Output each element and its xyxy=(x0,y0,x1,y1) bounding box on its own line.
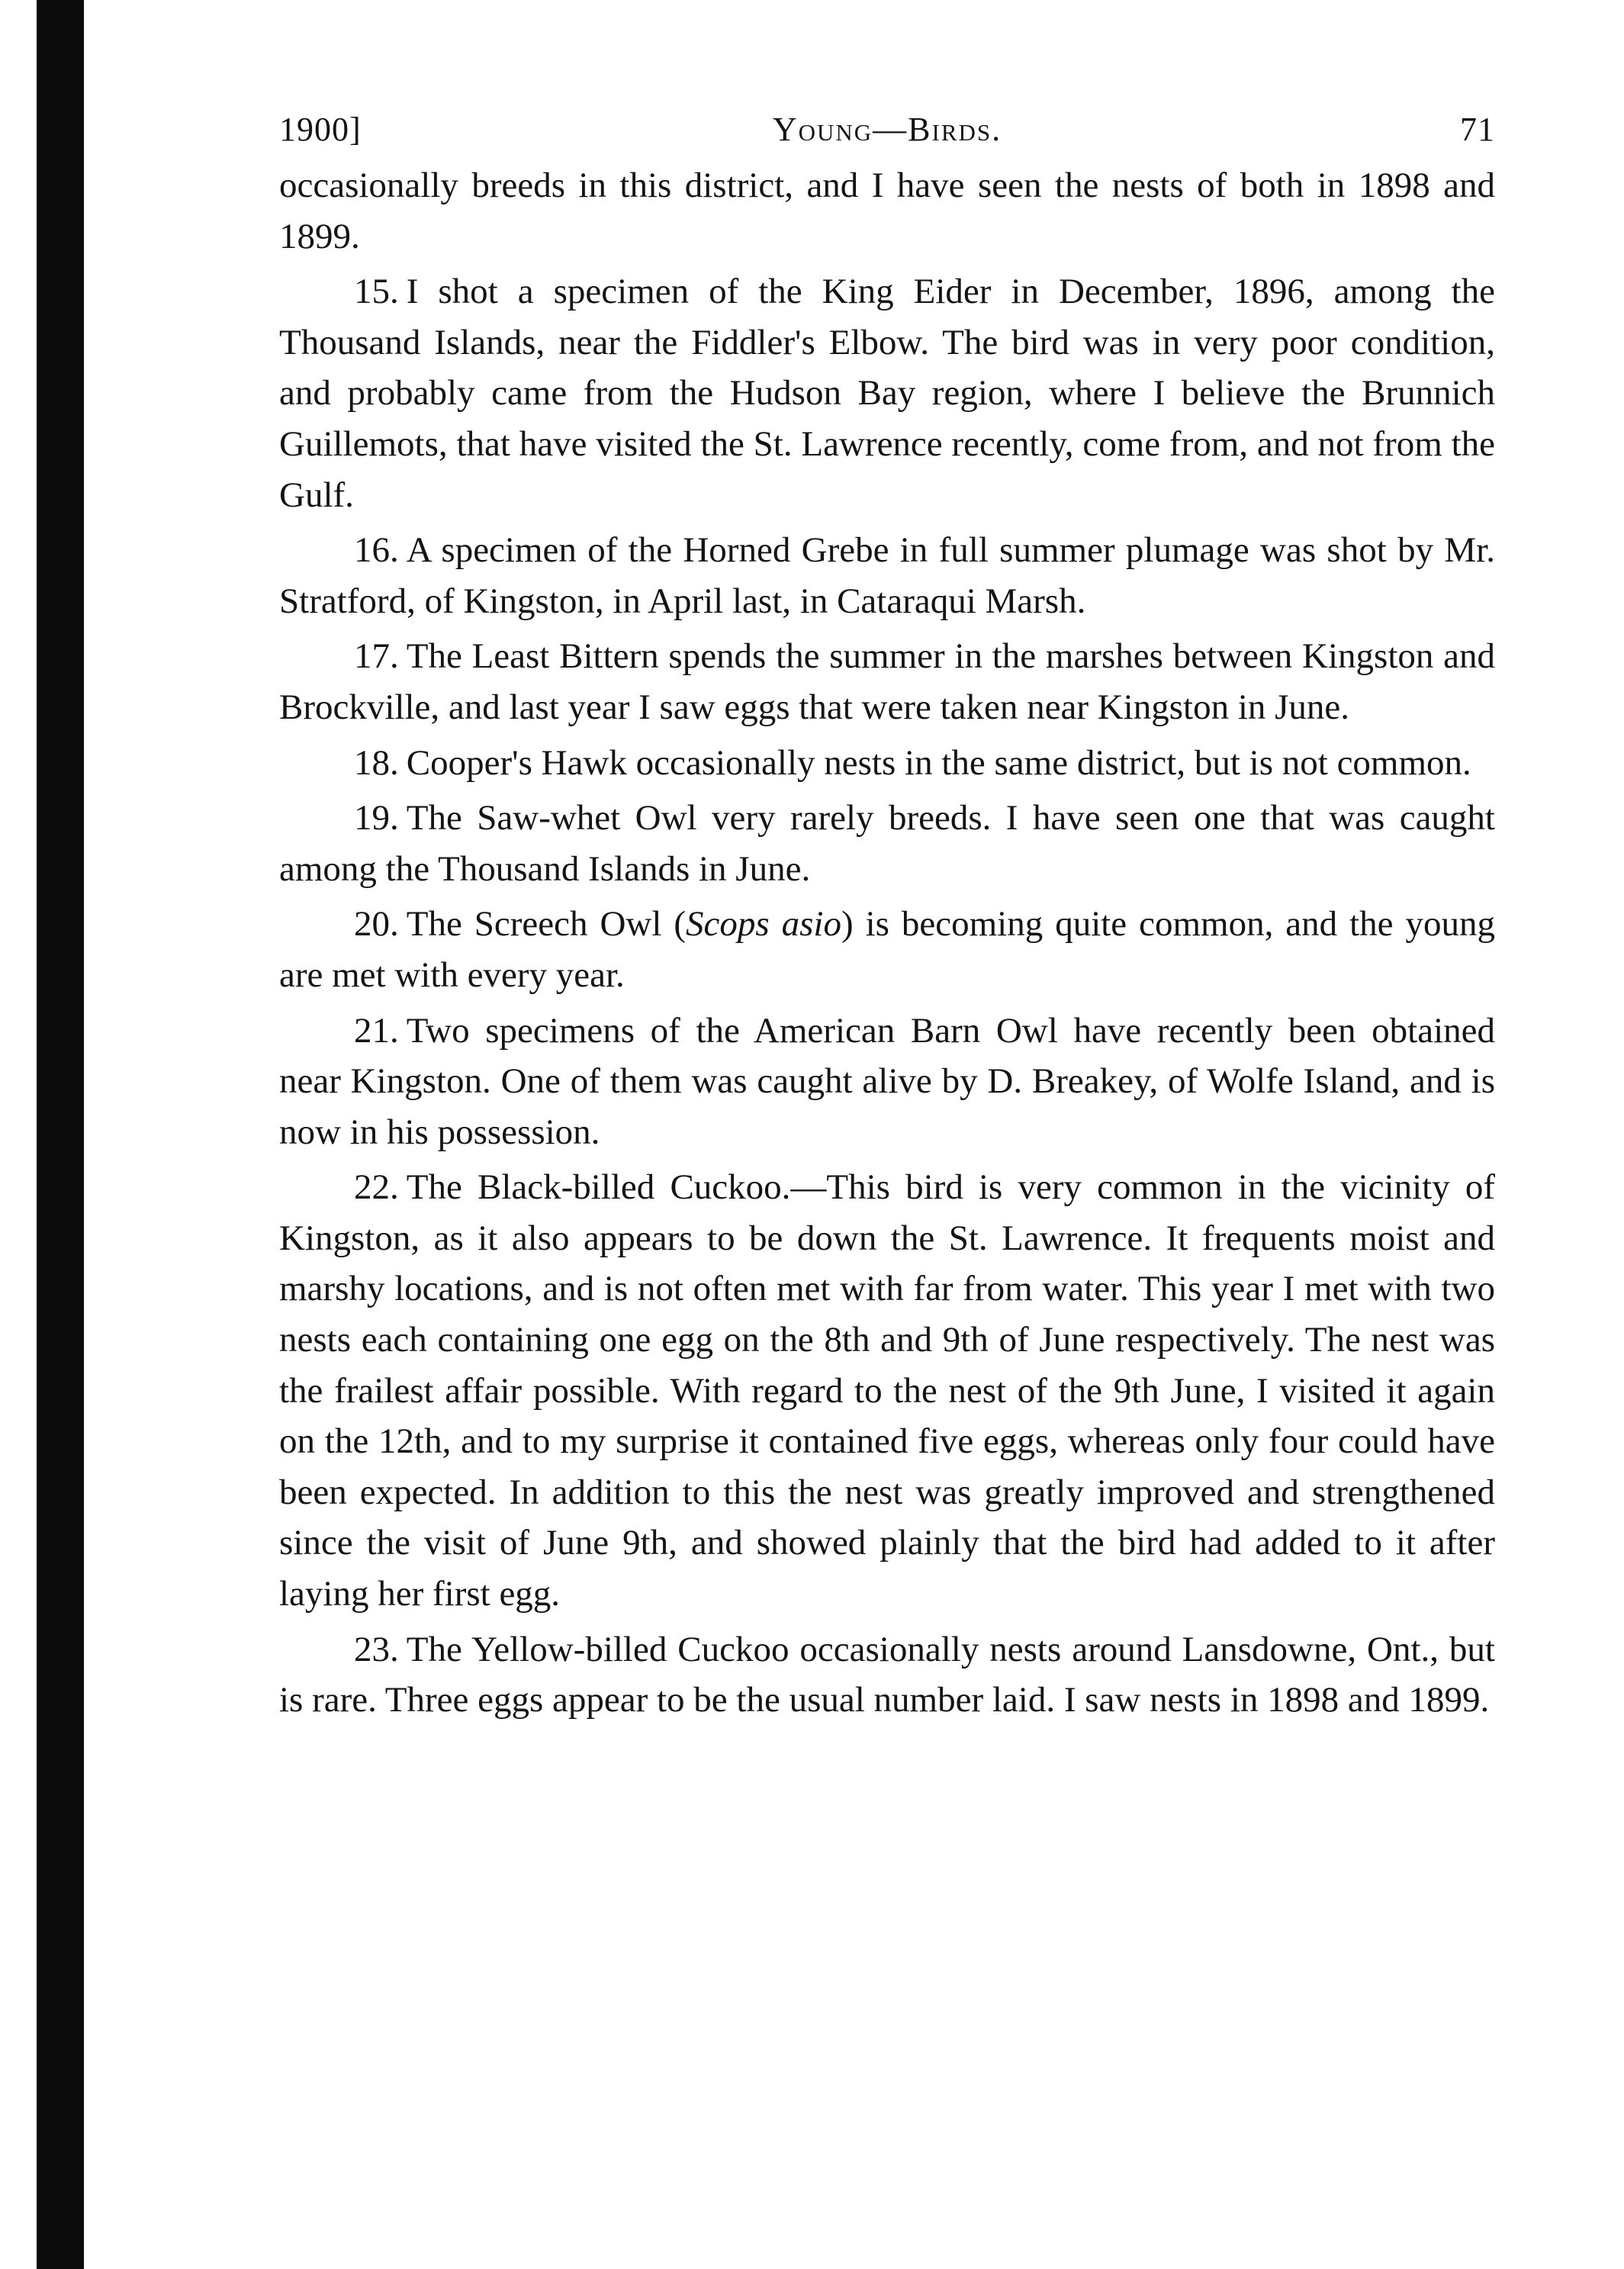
paragraph-17 xyxy=(279,631,1495,732)
page-binding-edge xyxy=(37,0,84,2269)
paragraph-text-after: ) is becoming quite common, and the young are met with every year. xyxy=(279,904,1495,995)
paragraph-text: The Least Bittern spends the summer in the marshes between Kingston and Brockville, and last year I saw eggs that were taken near Kingston in June. xyxy=(279,636,1495,727)
paragraph-text: The Saw-whet Owl very rarely breeds. I have seen one that was caught among the Thousand Islands in June. xyxy=(279,798,1495,889)
header-title: Young—Birds. xyxy=(772,111,1002,148)
paragraph-21 xyxy=(279,1006,1495,1158)
paragraph-23 xyxy=(279,1624,1495,1726)
paragraph-text: Two specimens of the American Barn Owl have recently been obtained near Kingston. One of them was caught alive by D. Breakey, of Wolfe Island, and is now in his possession. xyxy=(279,1010,1495,1152)
paragraph-text: A specimen of the Horned Grebe in full summer plumage was shot by Mr. Stratford, of Kingston, in April last, in Cataraqui Marsh. xyxy=(279,530,1495,621)
document-page xyxy=(279,99,1495,1730)
paragraph-number: 22. xyxy=(354,1167,399,1208)
header-year: 1900] xyxy=(279,111,362,148)
paragraph-16 xyxy=(279,525,1495,626)
paragraph-number: 23. xyxy=(354,1629,399,1669)
body-text xyxy=(279,160,1495,1726)
paragraph-text: occasionally breeds in this district, and I have seen the nests of both in 1898 and 1899. xyxy=(279,166,1495,256)
paragraph-text: I shot a specimen of the King Eider in December, 1896, among the Thousand Islands, near the Fiddler's Elbow. The bird was in very poor condition, and probably came from the Hudson Bay region, where I believe the Brunnich Guillemots, that have visited the St. Lawrence recently, come from, and not from the Gulf. xyxy=(279,272,1495,515)
running-header xyxy=(279,99,1495,160)
paragraph-19 xyxy=(279,793,1495,894)
paragraph-number: 17. xyxy=(354,636,399,677)
paragraph-number: 21. xyxy=(354,1010,399,1051)
paragraph-number: 19. xyxy=(354,798,399,838)
paragraph-text-before: The Screech Owl ( xyxy=(406,904,687,945)
paragraph-continued xyxy=(279,160,1495,262)
paragraph-15 xyxy=(279,266,1495,520)
species-name-italic: Scops asio xyxy=(686,904,841,945)
paragraph-text: The Black-billed Cuckoo.—This bird is very common in the vicinity of Kingston, as it also appears to be down the St. Lawrence. It frequents moist and marshy locations, and is not often met with far from water. This year I met with two nests each containing one egg on the 8th and 9th of June respectively. The nest was the frailest affair possible. With regard to the nest of the 9th June, I visited it again on the 12th, and to my surprise it contained five eggs, whereas only four could have been expected. In addition to this the nest was greatly improved and strengthened since the visit of June 9th, and showed plainly that the bird had added to it after laying her first egg. xyxy=(279,1167,1495,1614)
paragraph-22 xyxy=(279,1162,1495,1619)
paragraph-text: The Yellow-billed Cuckoo occasionally nests around Lansdowne, Ont., but is rare. Three eggs appear to be the usual number laid. I saw nests in 1898 and 1899. xyxy=(279,1629,1495,1720)
paragraph-number: 16. xyxy=(354,530,399,571)
paragraph-number: 18. xyxy=(354,742,399,783)
paragraph-20 xyxy=(279,899,1495,1000)
paragraph-text: Cooper's Hawk occasionally nests in the same district, but is not common. xyxy=(406,742,1471,783)
paragraph-number: 15. xyxy=(354,272,399,312)
paragraph-number: 20. xyxy=(354,904,399,945)
paragraph-18 xyxy=(279,738,1495,789)
page-number: 71 xyxy=(1460,111,1495,148)
